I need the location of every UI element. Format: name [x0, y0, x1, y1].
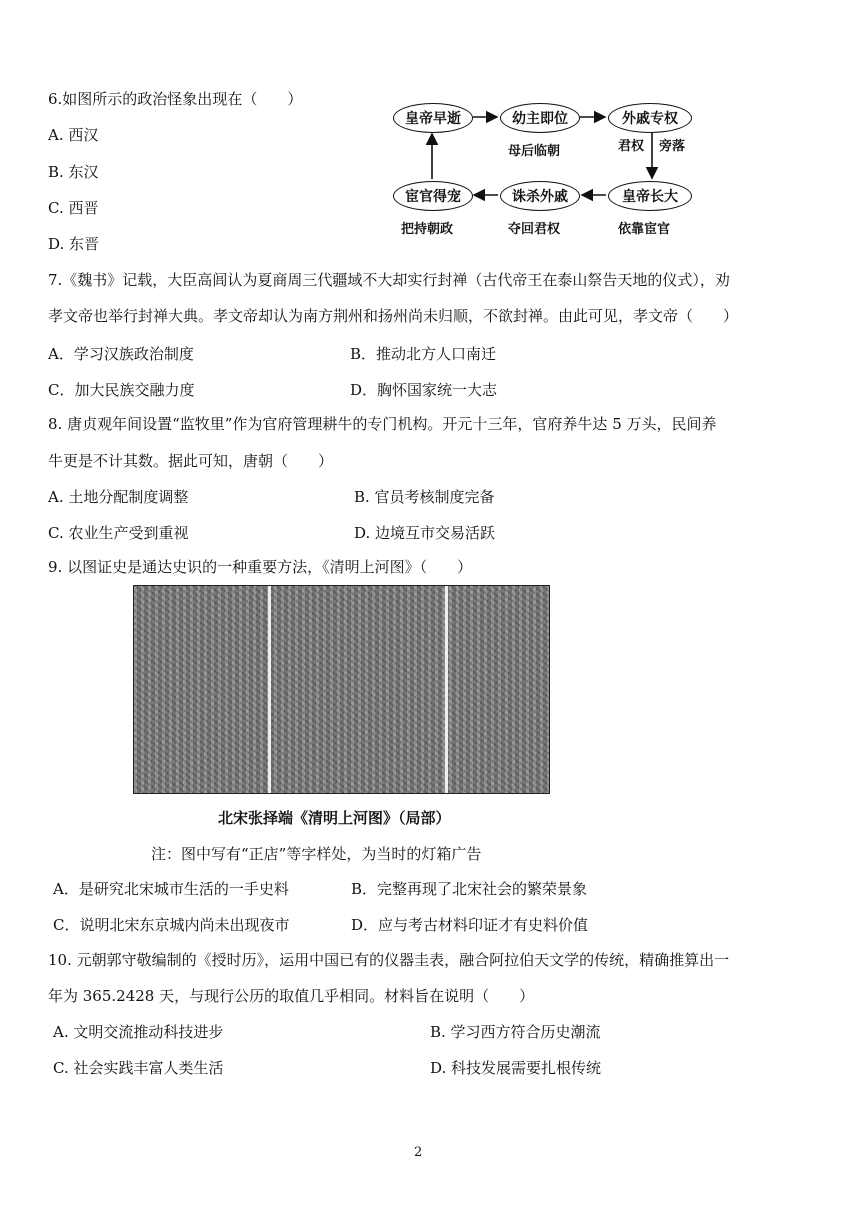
q7-stem-line1: 7.《魏书》记载，大臣高闾认为夏商周三代疆域不大却实行封禅（古代帝王在泰山祭告天地的仪式），劝	[48, 271, 730, 289]
label-imperial-power: 君权	[618, 139, 645, 154]
label-empress-regency: 母后临朝	[508, 144, 561, 159]
q10-option-c: C. 社会实践丰富人类生活	[53, 1059, 224, 1077]
q9-option-a: A．是研究北宋城市生活的一手史料	[53, 880, 289, 898]
node-emperor-grows-up: 皇帝长大	[608, 181, 692, 211]
node-emperor-early-death: 皇帝早逝	[393, 103, 473, 133]
q8-option-d: D. 边境互市交易活跃	[354, 524, 496, 542]
node-consort-clan-power: 外戚专权	[608, 103, 692, 133]
q6-option-d: D. 东晋	[48, 235, 100, 253]
q7-option-b: B．推动北方人口南迁	[350, 345, 497, 363]
q9-option-d: D．应与考古材料印证才有史料价值	[351, 916, 589, 934]
label-rely-on-eunuchs: 依靠宦官	[618, 222, 671, 237]
q6-option-b: B. 东汉	[48, 163, 99, 181]
q6-stem: 6.如图所示的政治怪象出现在（ ）	[48, 90, 303, 108]
q9-stem: 9. 以图证史是通达史识的一种重要方法，《清明上河图》（ ）	[48, 558, 473, 576]
q10-stem-line1: 10. 元朝郭守敬编制的《授时历》，运用中国已有的仪器圭表，融合阿拉伯天文学的传统，精确推算出一	[48, 951, 730, 969]
node-kill-consort-clan: 诛杀外戚	[500, 181, 580, 211]
label-control-court: 把持朝政	[401, 222, 454, 237]
label-decline: 旁落	[659, 139, 686, 154]
node-young-ruler: 幼主即位	[500, 103, 580, 133]
painting-panel-divider	[445, 586, 448, 793]
q8-stem-line2: 牛更是不计其数。据此可知，唐朝（ ）	[48, 452, 334, 470]
q7-option-c: C．加大民族交融力度	[48, 381, 195, 399]
q8-option-c: C. 农业生产受到重视	[48, 524, 189, 542]
q10-stem-line2: 年为 365.2428 天，与现行公历的取值几乎相同。材料旨在说明（ ）	[48, 987, 535, 1005]
page-number: 2	[414, 1145, 423, 1160]
q7-stem-line2: 孝文帝也举行封禅大典。孝文帝却认为南方荆州和扬州尚未归顺，不欲封禅。由此可见，孝文帝（ ）	[48, 307, 739, 325]
painting-panel-divider	[268, 586, 271, 793]
q10-option-a: A. 文明交流推动科技进步	[53, 1023, 224, 1041]
q9-option-c: C．说明北宋东京城内尚未出现夜市	[53, 916, 290, 934]
q8-option-a: A. 土地分配制度调整	[48, 488, 189, 506]
q9-caption: 北宋张择端《清明上河图》（局部）	[218, 809, 451, 827]
q6-option-a: A. 西汉	[48, 126, 99, 144]
q10-option-d: D. 科技发展需要扎根传统	[430, 1059, 602, 1077]
q7-option-d: D．胸怀国家统一大志	[350, 381, 498, 399]
qingming-painting-image	[133, 585, 550, 794]
q10-option-b: B. 学习西方符合历史潮流	[430, 1023, 601, 1041]
label-regain-power: 夺回君权	[508, 222, 561, 237]
q9-option-b: B．完整再现了北宋社会的繁荣景象	[351, 880, 588, 898]
q6-option-c: C. 西晋	[48, 199, 99, 217]
q8-option-b: B. 官员考核制度完备	[354, 488, 495, 506]
q9-note: 注：图中写有“正店”等字样处，为当时的灯箱广告	[151, 845, 482, 863]
q7-option-a: A．学习汉族政治制度	[48, 345, 194, 363]
node-eunuch-favored: 宦官得宠	[393, 181, 473, 211]
q8-stem-line1: 8. 唐贞观年间设置“监牧里”作为官府管理耕牛的专门机构。开元十三年，官府养牛达 5 万头，民间养	[48, 415, 717, 433]
